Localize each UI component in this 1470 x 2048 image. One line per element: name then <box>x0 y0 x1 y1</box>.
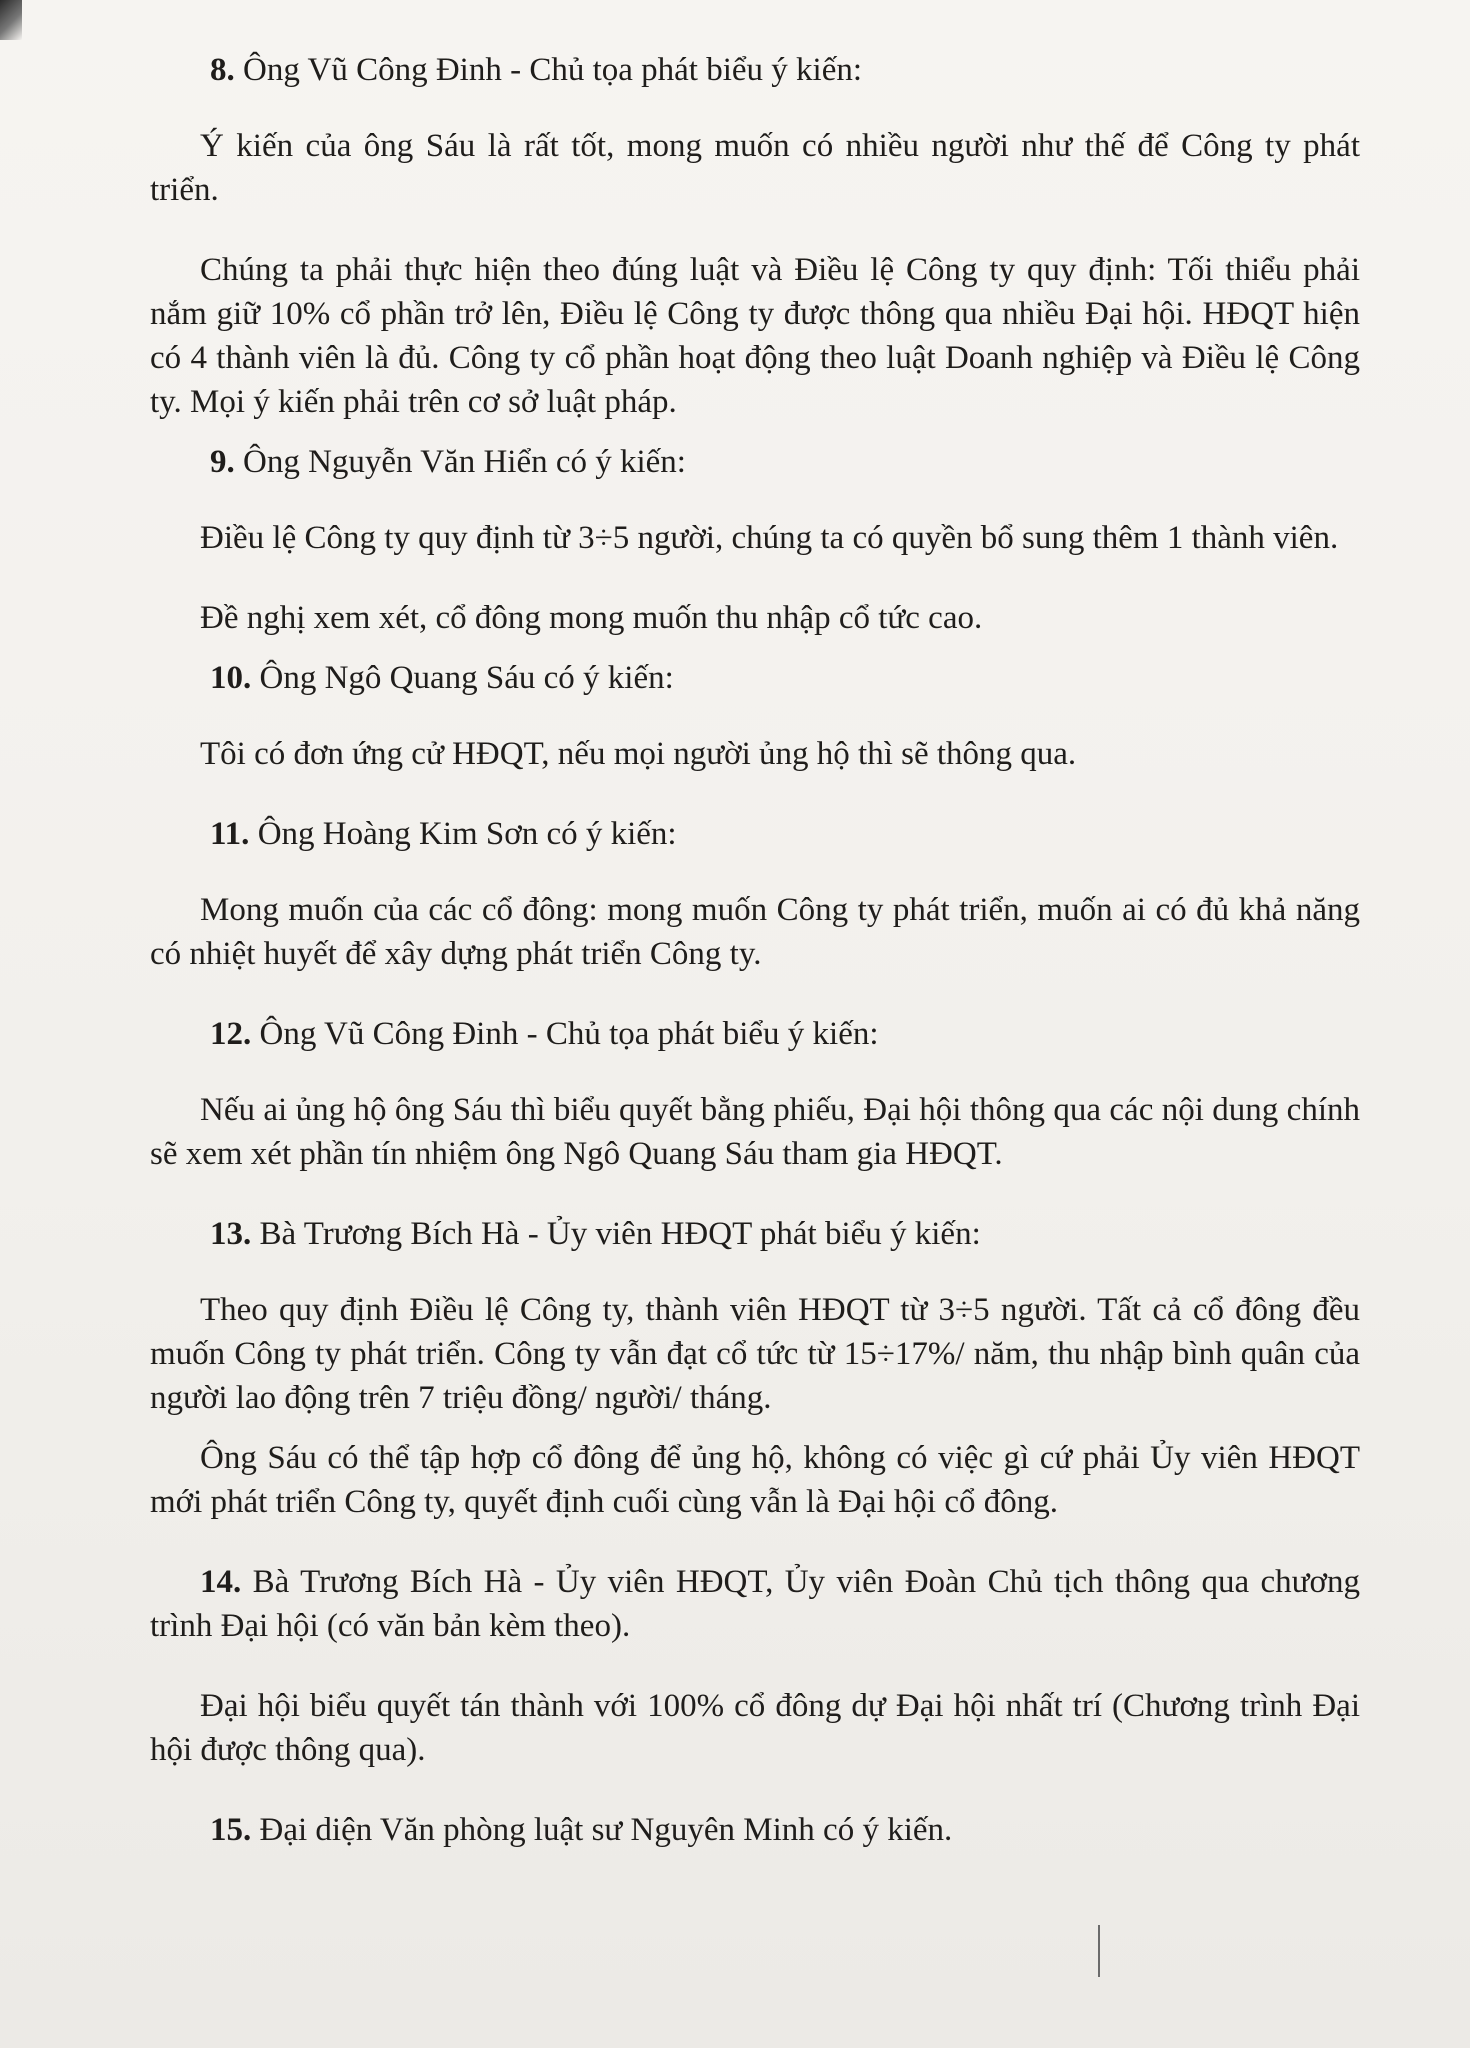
item-8-paragraph-1: Ý kiến của ông Sáu là rất tốt, mong muốn có nhiều người như thế để Công ty phát triển. <box>150 128 1360 208</box>
item-9-paragraph-1: Điều lệ Công ty quy định từ 3÷5 người, chúng ta có quyền bổ sung thêm 1 thành viên. <box>200 520 1339 556</box>
item-13-paragraph-2: Ông Sáu có thể tập hợp cổ đông để ủng hộ, không có việc gì cứ phải Ủy viên HĐQT mới phát triển Công ty, quyết định cuối cùng vẫn là Đại hội cổ đông. <box>150 1440 1360 1520</box>
document-body <box>150 48 1360 1884</box>
item-number: 13. <box>210 1216 252 1252</box>
item-number: 11. <box>210 816 250 852</box>
item-13-heading <box>210 1212 1360 1256</box>
item-12-paragraph-1: Nếu ai ủng hộ ông Sáu thì biểu quyết bằng phiếu, Đại hội thông qua các nội dung chính sẽ xem xét phần tín nhiệm ông Ngô Quang Sáu tham gia HĐQT. <box>150 1092 1360 1172</box>
pen-mark <box>1098 1925 1100 1977</box>
item-13-paragraph-1: Theo quy định Điều lệ Công ty, thành viên HĐQT từ 3÷5 người. Tất cả cổ đông đều muốn Công ty phát triển. Công ty vẫn đạt cổ tức từ 15÷17%/ năm, thu nhập bình quân của người lao động trên 7 triệu đồng/ người/ tháng. <box>150 1292 1360 1416</box>
item-10-paragraph-1: Tôi có đơn ứng cử HĐQT, nếu mọi người ủng hộ thì sẽ thông qua. <box>200 736 1077 772</box>
item-14-paragraph-1 <box>150 1560 1360 1648</box>
item-number: 9. <box>210 444 235 480</box>
item-heading-text: Ông Vũ Công Đinh - Chủ tọa phát biểu ý kiến: <box>234 52 863 88</box>
item-number: 12. <box>210 1016 252 1052</box>
item-number: 15. <box>210 1812 252 1848</box>
page-corner-shadow <box>0 0 22 40</box>
item-heading-text: Ông Ngô Quang Sáu có ý kiến: <box>251 660 674 696</box>
item-14-paragraph-2: Đại hội biểu quyết tán thành với 100% cổ đông dự Đại hội nhất trí (Chương trình Đại hội được thông qua). <box>150 1688 1360 1768</box>
item-heading-text: Ông Vũ Công Đinh - Chủ tọa phát biểu ý kiến: <box>251 1016 879 1052</box>
item-number: 8. <box>210 52 235 88</box>
item-8-paragraph-2: Chúng ta phải thực hiện theo đúng luật và Điều lệ Công ty quy định: Tối thiểu phải nắm giữ 10% cổ phần trở lên, Điều lệ Công ty được thông qua nhiều Đại hội. HĐQT hiện có 4 thành viên là đủ. Công ty cổ phần hoạt động theo luật Doanh nghiệp và Điều lệ Công ty. Mọi ý kiến phải trên cơ sở luật pháp. <box>150 252 1360 420</box>
item-heading-text: Đại diện Văn phòng luật sư Nguyên Minh có ý kiến. <box>251 1812 953 1848</box>
item-heading-text: Ông Hoàng Kim Sơn có ý kiến: <box>249 816 677 852</box>
item-number: 14. <box>200 1564 242 1600</box>
item-heading-text: Bà Trương Bích Hà - Ủy viên HĐQT phát biểu ý kiến: <box>251 1216 981 1252</box>
item-number: 10. <box>210 660 252 696</box>
item-9-paragraph-2: Đề nghị xem xét, cổ đông mong muốn thu nhập cổ tức cao. <box>200 600 983 636</box>
item-11-heading <box>210 812 1360 856</box>
item-10-heading <box>210 656 1360 700</box>
item-12-heading <box>210 1012 1360 1056</box>
item-15-heading <box>210 1808 1360 1852</box>
item-14-text: Bà Trương Bích Hà - Ủy viên HĐQT, Ủy viên Đoàn Chủ tịch thông qua chương trình Đại hội (có văn bản kèm theo). <box>150 1564 1361 1644</box>
item-heading-text: Ông Nguyễn Văn Hiển có ý kiến: <box>234 444 686 480</box>
item-11-paragraph-1: Mong muốn của các cổ đông: mong muốn Công ty phát triển, muốn ai có đủ khả năng có nhiệt huyết để xây dựng phát triển Công ty. <box>150 892 1360 972</box>
item-8-heading <box>210 48 1360 92</box>
item-9-heading <box>210 440 1360 484</box>
